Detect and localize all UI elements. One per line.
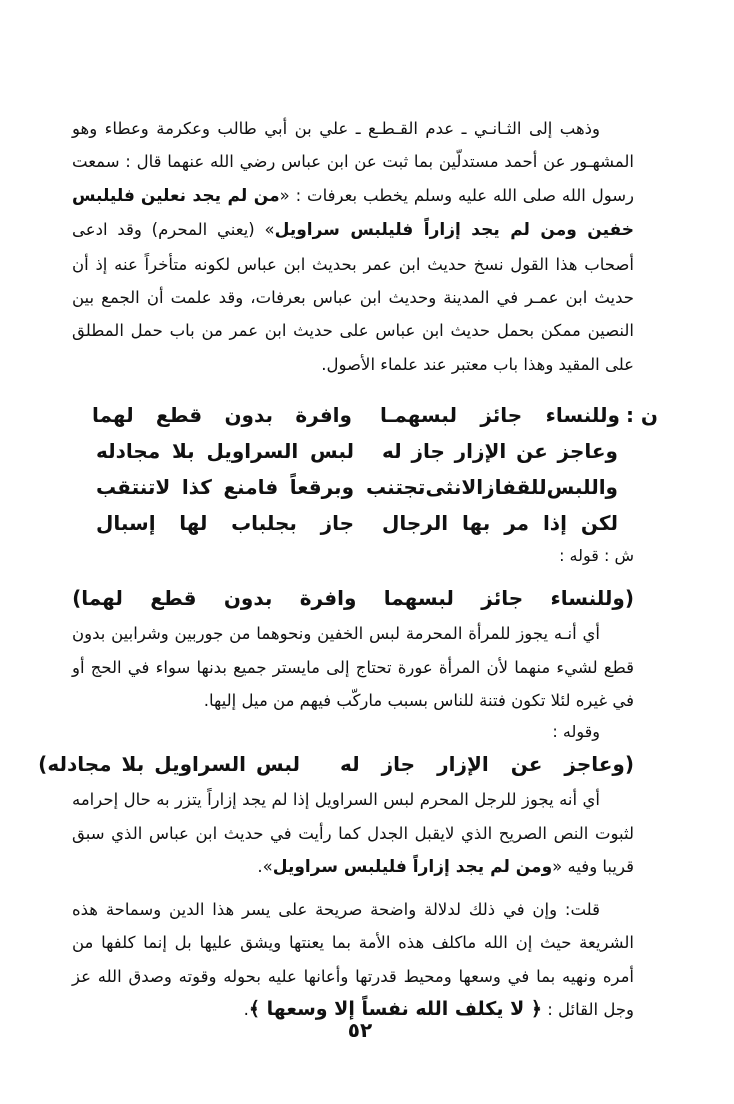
hadith-quote-3: ومن لم يجد إزاراً فليلبس سراويل [272,857,553,878]
verse-word: بها [462,511,491,536]
verse-word: مر [504,511,530,536]
quote-heading-1 [72,579,634,617]
verse-3-right-hemistich [366,475,618,500]
verse-word: للقفاز [483,475,547,500]
verse-word: وعاجز [557,439,618,464]
verse-word: بجلباب [231,511,297,536]
verse-3-left-hemistich [96,475,354,499]
verse-2-left-hemistich [96,439,354,463]
verse-row-2 [72,433,634,469]
p4-line-4a: وجل القائل : [541,999,634,1019]
quote-word: عن [510,752,543,777]
verse-word: قطع [155,403,203,428]
intro-line-7: الجمع بين النصين ممكن بحمل حديث ابن عباس على حديث ابن عمر من باب [72,288,635,341]
hadith-quote-part-2: فليلبس خفين ومن لم يجد إزاراً فليلبس سراويل [72,185,635,241]
verse-mark: ن : [625,403,658,428]
intro-line-1: وذهب إلى الثـانـي ـ عدم القـطـع ـ علي بن أبي طالب وعكرمة وعطاء وهو [72,119,600,138]
quran-verse-quote: ﴿ لا يكلف الله نفساً إلا وسعها ﴾ [248,997,542,1020]
verse-row-3 [72,469,634,505]
verse-word: لبس [310,439,354,464]
p3-line-3a: الذي سبق قريبا وفيه « [72,823,634,877]
verse-word: لاتنتقب [96,475,171,500]
quote-word: وافرة [299,586,357,611]
p3-line-1: أي أنه يجوز للرجل المحرم لبس السراويل إذا لم يجد إزاراً يتزر به حال [123,790,600,810]
verse-word: بدون [224,403,274,428]
verse-word: جاز [320,511,354,536]
verse-word: عن [516,439,548,464]
verse-word: إذا [542,511,567,536]
quote-word: لهما) [72,586,123,611]
paragraph-3 [72,783,634,884]
intro-line-3a: سمعت رسول الله صلى الله عليه وسلم يخطب بعرفات : « [72,152,635,205]
intro-line-6: إذ أن حديث ابن عمـر في المدينة وحديث ابن عباس بعرفات، وقد علمت أن [72,254,634,308]
paragraph-2 [72,617,634,717]
verse-word: السراويل [206,439,299,464]
p3-line-2: إحرامه لثبوت النص الصريح الذي لايقبل الجدل كما رأيت في حديث ابن عباس [72,790,634,843]
paragraph-4 [72,893,634,1027]
verse-word: مجادله [96,439,161,464]
p4-line-1: قلت: وإن في ذلك لدلالة واضحة صريحة على يسر هذا الدين وسماحة هذه [72,899,600,919]
page-body [38,112,658,1026]
verse-1-left-hemistich [92,403,352,427]
quote-word: جائز [481,586,524,611]
intro-line-5: أصحاب هذا القول نسخ حديث ابن عمر بحديث ابن عباس لكونه متأخراً عنه [114,254,634,274]
verse-word: لكن [580,511,618,536]
quote-heading-2 [38,745,634,783]
verse-word: الانثى [425,475,484,500]
p2-line-2: بدون قطع لشيء منهما لأن المرأة عورة تحتاج إلى مايستر جميع بدنها سواء [72,624,634,677]
quote-word: جاز [381,752,416,777]
p4-line-4c: . [243,999,249,1019]
intro-line-8: حمل المطلق على المقيد وهذا باب معتبر عند علماء الأصول. [72,321,634,374]
verse-word: فامنع [223,475,279,500]
verse-row-4 [72,505,634,541]
verse-word: كذا [181,475,212,500]
quote-word: لبسهما [383,586,454,611]
quote-word: قطع [150,586,197,611]
p3-line-3c: ». [257,857,273,877]
verse-word: الإزار [454,439,507,464]
quote-word: مجادله) [38,752,112,777]
verse-word: تجتنب [366,475,426,500]
quote-word: السراويل [154,752,247,777]
verse-word: إسبال [96,511,156,536]
verse-word: واللبس [546,475,618,500]
intro-line-2: المشهـور عن أحمد مستدلّين بما ثبت عن ابن عباس رضي الله عنهما قال : [125,152,634,172]
verse-1-right-hemistich [380,403,620,427]
quote-word: لبس [256,752,300,777]
p2-line-1: أي أنـه يجوز للمرأة المحرمة لبس الخفين ونحوهما من جوربين وشرابين [111,624,600,644]
verse-2-right-hemistich [382,439,618,463]
verse-word: لها [179,511,208,536]
verse-word: جاز [411,439,445,464]
verse-word: له [382,439,402,464]
verse-word: لبسهمـا [379,403,457,428]
poem-verses [72,397,658,541]
verse-word: بلا [172,439,195,464]
verse-word: لهما [91,403,134,428]
verse-4-left-hemistich [96,511,354,535]
quote-word: (وعاجز [564,752,634,777]
quote-word: له [340,752,360,777]
verse-row-1 [72,397,658,433]
verse-word: الرجال [382,511,449,536]
quote-word: بدون [223,586,273,611]
commentary-label-2: وقوله : [552,722,600,742]
p2-line-3: في الحج أو في غيره لئلا تكون فتنة للناس بسبب ماركّب فيهم من ميل إليها. [72,657,634,711]
commentary-label: ش : قوله : [559,546,634,566]
verse-word: وافرة [295,403,352,428]
hadith-quote-part-1: من لم يجد نعلين [140,185,280,206]
quote-word: الإزار [437,752,489,777]
intro-paragraph [72,112,634,381]
verse-word: وللنساء [545,403,620,428]
quote-word: بلا [121,752,145,777]
verse-4-right-hemistich [382,511,618,535]
p4-line-2: الشريعة حيث إن الله ماكلف هذه الأمة بما يعنتها ويشق عليها بل إنما كلفها من [72,933,634,953]
verse-word: وبرقعاً [289,475,354,500]
quote-word: (وللنساء [550,586,634,611]
p4-line-3: أمره ونهيه بما في وسعها ومحيط قدرتها وأعانها عليه بحوله وقوته وصدق الله عز [72,966,634,986]
verse-word: جائز [480,403,523,428]
intro-line-4c: » (يعني المحرم) وقد ادعى [72,220,275,240]
page-number: ٥٢ [347,1018,373,1042]
